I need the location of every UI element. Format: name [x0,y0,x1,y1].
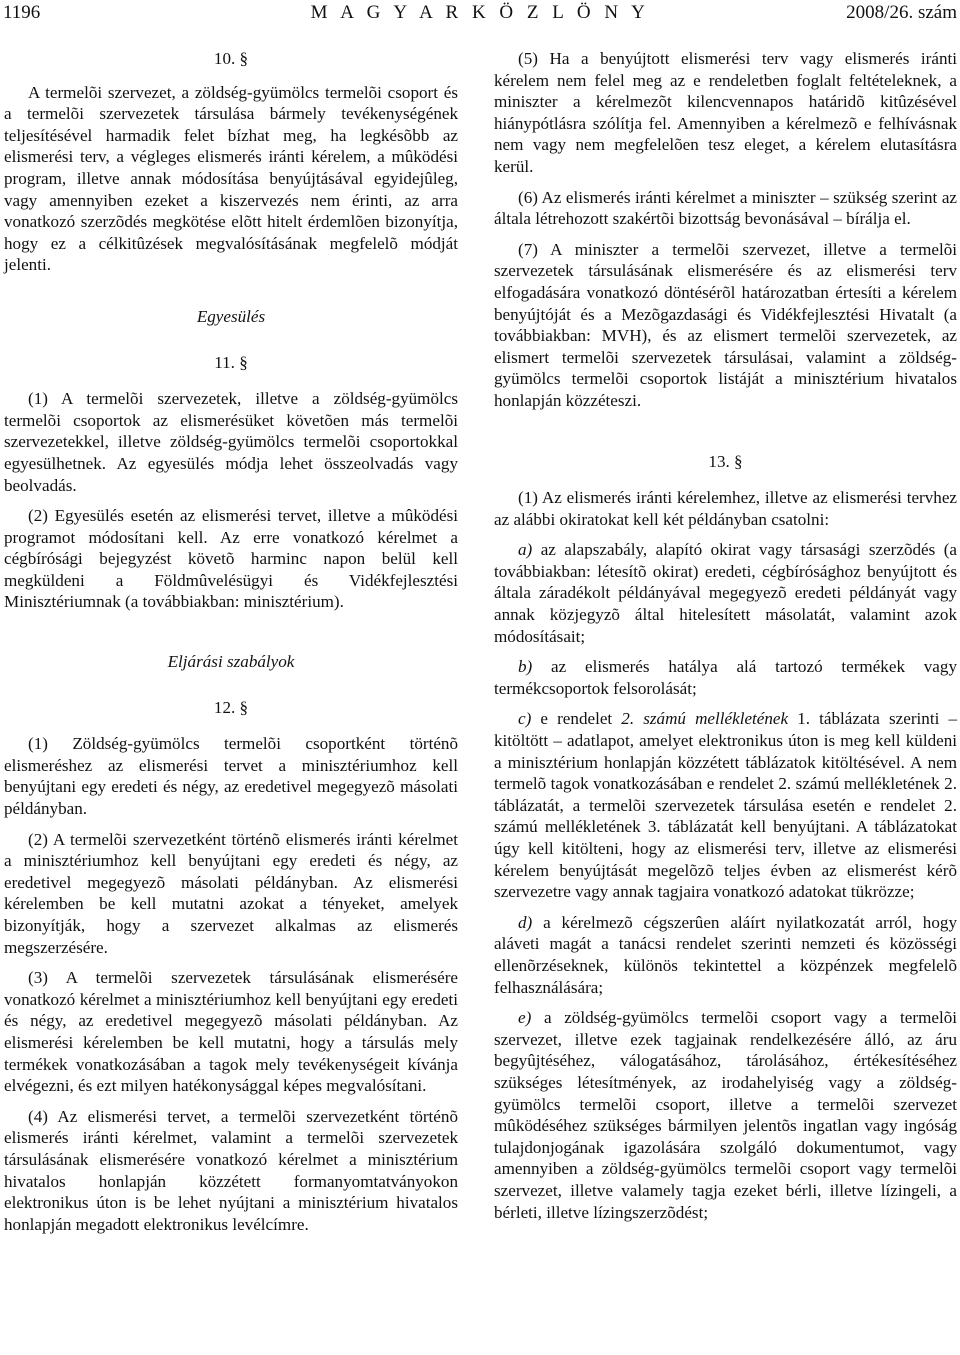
list-item-b [494,656,957,699]
section-11-title: 11. § [214,352,248,372]
heading-eljarasi-szabalyok: Eljárási szabályok [167,652,295,672]
list-item-c [494,708,957,902]
left-column [4,48,458,1244]
right-column [494,48,957,1232]
page-header [3,2,957,26]
section-11-paragraph-1: (1) A termelõi szervezetek, illetve a zöldség-gyümölcs termelõi csoportok az elismerésüket követõen más termelõi szervezetekkel, illetve zöldség-gyümölcs termelõi csoportokkal egyesülhetnek. Az egyesülés módja lehet összeolvadás vagy beolvadás. [4,389,458,495]
list-item-b-text: az elismerés hatálya alá tartozó termékek vagy termékcsoportok felsorolását; [494,657,957,698]
list-item-a-label: a) [518,540,533,560]
section-13-paragraph-1: (1) Az elismerés iránti kérelemhez, illetve az elismerési tervhez az alábbi okiratokat kell két példányban csatolni: [494,488,957,529]
section-12-paragraph-5: (5) Ha a benyújtott elismerési terv vagy elismerés iránti kérelem nem felel meg az e rendeletben foglalt feltételeknek, a miniszter a kérelmezõt kilencvennapos határidõ kitûzésével hiánypótlásra szólítja fel. Amennyiben a kérelmezõ e felhívásnak nem vagy nem megfelelõen tesz eleget, a kérelem elutasításra kerül. [494,49,957,176]
list-item-d-text: a kérelmezõ cégszerûen aláírt nyilatkozatát arról, hogy aláveti magát a tanácsi rendelet szerinti nemzeti és közösségi ellenõrzéseknek, különös tekintettel a közpénzek megfelelõ felhasználására; [494,912,957,997]
section-10-title: 10. § [213,49,249,68]
section-12-paragraph-4: (4) Az elismerési tervet, a termelõi szervezetként történõ elismerés iránti kérelmet, valamint a termelõi szervezetek társulásának elismerésére vonatkozó kérelmet a minisztérium hivatalos honlapján közzétett formanyomtatványokon elektronikus úton is be lehet nyújtani a minisztérium hivatalos honlapján megadott elektronikus levélcímre. [4,1106,458,1234]
list-item-a-text: az alapszabály, alapító okirat vagy társasági szerzõdés (a továbbiakban: létesítõ okirat) eredeti, cégbírósághoz benyújtott és általa záradékolt példányával megegyezõ eredeti példányát vagy annak közjegyzõ által hitelesített másolatát, valamint azok módosításait; [494,540,957,646]
issue-number: 2008/26. szám [846,2,957,23]
section-12-paragraph-1: (1) Zöldség-gyümölcs termelõi csoportként történõ elismeréshez az elismerési tervet a minisztériumhoz kell benyújtani egy eredeti és négy, az eredetivel megegyezõ másolati példányban. [4,734,458,819]
section-12-title: 12. § [213,697,249,717]
list-item-d-label: d) [518,912,533,932]
journal-title: M A G Y A R K Ö Z L Ö N Y [310,2,650,23]
section-12-paragraph-2: (2) A termelõi szervezetként történõ elismerés iránti kérelmet a minisztériumhoz kell benyújtani egy eredeti és négy, az eredetivel megegyezõ másolati példányban. Az elismerési kérelemben be kell mutatni azokat a tényeket, amelyek bizonyítják, hogy a szervezet alkalmas az elismerés megszerzésére. [4,829,458,957]
section-12-paragraph-7: (7) A miniszter a termelõi szervezet, illetve a termelõi szervezetek társulásának elismerésére és az elismerési terv elfogadására vonatkozó döntésérõl határozatban értesíti a kérelem benyújtóját és a Mezõgazdasági és Vidékfejlesztési Hivatalt (a továbbiakban: MVH), és az elismert termelõi szervezetek, az elismert termelõi szervezetek társulásai, valamint a zöldség-gyümölcs termelõi csoportok listáját a minisztérium hivatalos honlapján közzéteszi. [494,239,957,410]
list-item-c-text-2: 1. táblázata szerinti – kitöltött – adatlapot, amelyet elektronikus úton is meg kell küldeni a minisztérium honlapján közzétett táblázatok kitöltésével. A nem termelõ tagok vonatkozásában e rendelet 2. számú mellékletének 2. táblázatát, a termelõi szervezetek társulása esetén e rendelet 2. számú mellékletének 3. táblázatát kell benyújtani. A táblázatokat úgy kell kitölteni, hogy az elismerési terv, illetve az elismerési kérelem benyújtását megelõzõ teljes évben az elismerést kérõ szervezetre vagy annak tagjaira vonatkozó adatokat tükrözze; [494,709,957,902]
list-item-e-text: a zöldség-gyümölcs termelõi csoport vagy a termelõi szervezet, illetve ezek tagjainak rendelkezésére álló, az áru begyûjtéséhez, válogatásához, tárolásához, értékesítéséhez szükséges létesítmények, az irodahelyiség vagy a zöldség-gyümölcs termelõi csoport, illetve a termelõi szervezet mûködéséhez szükséges bármilyen jelentõs ingatlan vagy ingóság tulajdonjogának igazolására szolgáló dokumentumot, vagy amennyiben a zöldség-gyümölcs termelõi csoport vagy termelõi szervezet, illetve valamely tagja ezeket bérli, illetve lízingeli, a bérleti, illetve lízingszerzõdést; [494,1008,957,1222]
section-13-title: 13. § [708,451,743,471]
section-10-paragraph: A termelõi szervezet, a zöldség-gyümölcs termelõi csoport és a termelõi szervezetek társulása bármely tevékenységének teljesítésével harmadik felet bízhat meg, ha legkésõbb az elismerési terv, a végleges elismerés iránti kérelem, a mûködési program, illetve annak módosítása benyújtásával egyidejûleg, vagy amennyiben ezeket a kiszervezés nem érinti, az arra vonatkozó szerzõdés megkötése elõtt hitelt érdemlõen bizonyítja, hogy ez a célkitûzések megvalósításának megfelelõ módját jelenti. [4,82,458,275]
list-item-e [494,1007,957,1223]
list-item-c-label: c) [518,709,532,729]
list-item-c-reference: 2. számú mellékletének [621,709,789,729]
section-12-paragraph-3: (3) A termelõi szervezetek társulásának elismerésére vonatkozó kérelmet a minisztériumhoz kell benyújtani egy eredeti és négy, az eredetivel megegyezõ másolati példányban. Az elismerési kérelemben be kell mutatni, hogy a társulás mely termékek vonatkozásában a tagok mely tevékenységeit kívánja elvégezni, és ezt milyen hatékonysággal képes megvalósítani. [4,968,458,1096]
heading-egyesules: Egyesülés [196,306,266,326]
page-number: 1196 [3,2,41,23]
section-11-paragraph-2: (2) Egyesülés esetén az elismerési tervet, illetve a mûködési programot módosítani kell. Az erre vonatkozó kérelmet a cégbírósági bejegyzést követõ harminc napon belül kell megküldeni a Földmûvelésügyi és Vidékfejlesztési Minisztériumnak (a továbbiakban: minisztérium). [4,506,458,612]
list-item-d [494,912,957,998]
list-item-c-text-1: e rendelet [531,709,622,729]
section-12-paragraph-6: (6) Az elismerés iránti kérelmet a miniszter – szükség szerint az általa létrehozott szakértõi bizottság bevonásával – bírálja el. [494,187,957,229]
list-item-e-label: e) [518,1008,532,1028]
list-item-a [494,539,957,647]
list-item-b-label: b) [518,657,533,677]
